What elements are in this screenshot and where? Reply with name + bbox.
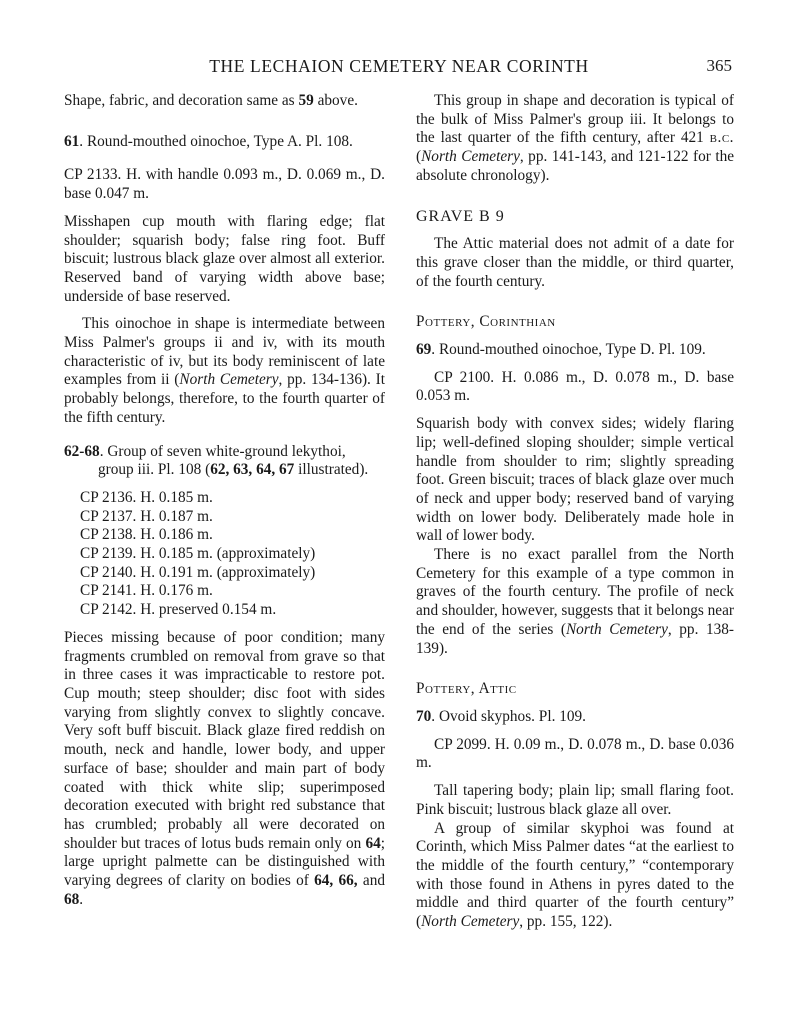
running-title: THE LECHAION CEMETERY NEAR CORINTH: [209, 56, 589, 76]
measurements-list-62-68: [64, 489, 385, 620]
entry-number: 70: [416, 707, 432, 725]
measurements-70: CP 2099. H. 0.09 m., D. 0.078 m., D. base 0.036 m.: [416, 735, 734, 772]
discussion-61: This oinochoe in shape is intermediate between Miss Palmer's groups ii and iv, with its mouth characteristic of iv, but its body reminiscent of late examples from ii (North Cemetery, pp. 134-136). It probably belongs, therefore, to the fourth quarter of the fifth century.: [64, 315, 385, 426]
entry-number: 69: [416, 341, 432, 359]
discussion-69: There is no exact parallel from the North Cemetery for this example of a type common in graves of the fourth century. The profile of neck and shoulder, however, suggests that it belongs near the end of the series (North Cemetery, pp. 138-139).: [416, 546, 735, 657]
description-62-68: Pieces missing because of poor condition; many fragments crumbled on removal from grave so that in three cases it was impracticable to restore pot. Cup mouth; steep shoulder; disc foot with sides varying from slightly convex to slightly concave. Very soft buff biscuit. Black glaze fired reddish on mouth, neck and handle, lower body, and upper surface of base; shoulder and main part of body coated with thick white slip; superimposed decoration executed with bright red substance that has crumbled; probably all were decorated on shoulder but traces of lotus buds remain only on 64; large upright palmette can be distinguished with varying degrees of clarity on bodies of 64, 66, and 68.: [64, 628, 385, 908]
intro-paragraph: Shape, fabric, and decoration same as 59 above.: [64, 92, 358, 109]
measurements-61: CP 2133. H. with handle 0.093 m., D. 0.069 m., D. base 0.047 m.: [64, 166, 385, 203]
grave-heading: GRAVE B 9: [416, 207, 505, 225]
catalogue-entry-61: 61. Round-mouthed oinochoe, Type A. Pl. 108.: [64, 132, 353, 150]
section-heading-attic: Pottery, Attic: [416, 680, 517, 698]
discussion-62-68: This group in shape and decoration is typical of the bulk of Miss Palmer's group iii. It belongs to the last quarter of the fifth century, after 421 b.c. (North Cemetery, pp. 141-143, and 121-122 for the absolute chronology).: [416, 92, 735, 184]
description-69: Squarish body with convex sides; widely flaring lip; well-defined sloping shoulder; simple vertical handle from shoulder to rim; slightly spreading foot. Green biscuit; traces of black glaze over much of neck and upper body; reserved band of varying width on lower body. Deliberately made hole in wall of lower body.: [416, 415, 734, 545]
list-item: CP 2142. H. preserved 0.154 m.: [80, 601, 277, 619]
page-number: 365: [706, 56, 732, 75]
list-item: CP 2137. H. 0.187 m.: [80, 507, 213, 525]
left-column: [64, 92, 385, 909]
entry-number: 62-68: [64, 442, 100, 460]
list-item: CP 2136. H. 0.185 m.: [80, 488, 213, 506]
grave-intro: The Attic material does not admit of a date for this grave closer than the middle, or third quarter, of the fourth century.: [416, 235, 734, 290]
discussion-70: A group of similar skyphoi was found at Corinth, which Miss Palmer dates “at the earliest to the middle of the fourth century,” “contemporary with those found in Athens in pyres dated to the middle and third quarter of the fourth century” (North Cemetery, pp. 155, 122).: [416, 819, 734, 931]
page-header: [0, 52, 798, 78]
list-item: CP 2140. H. 0.191 m. (approximately): [80, 563, 316, 581]
list-item: CP 2141. H. 0.176 m.: [80, 582, 213, 600]
catalogue-entry-70: 70. Ovoid skyphos. Pl. 109.: [416, 707, 586, 725]
catalogue-entry-62-68: 62-68. Group of seven white-ground lekythoi, group iii. Pl. 108 (62, 63, 64, 67 illustrated).: [64, 442, 369, 479]
catalogue-entry-69: 69. Round-mouthed oinochoe, Type D. Pl. 109.: [416, 341, 706, 359]
list-item: CP 2138. H. 0.186 m.: [80, 526, 213, 544]
section-heading-corinthian: Pottery, Corinthian: [416, 313, 556, 331]
description-70: Tall tapering body; plain lip; small flaring foot. Pink biscuit; lustrous black glaze all over.: [416, 782, 734, 818]
entry-number: 61: [64, 132, 80, 150]
measurements-69: CP 2100. H. 0.086 m., D. 0.078 m., D. base 0.053 m.: [416, 368, 734, 405]
right-column: [416, 92, 734, 932]
description-61: Misshapen cup mouth with flaring edge; flat shoulder; squarish body; false ring foot. Buff biscuit; lustrous black glaze over almost all exterior. Reserved band of varying width above base; underside of base reserved.: [64, 212, 385, 305]
list-item: CP 2139. H. 0.185 m. (approximately): [80, 545, 316, 563]
